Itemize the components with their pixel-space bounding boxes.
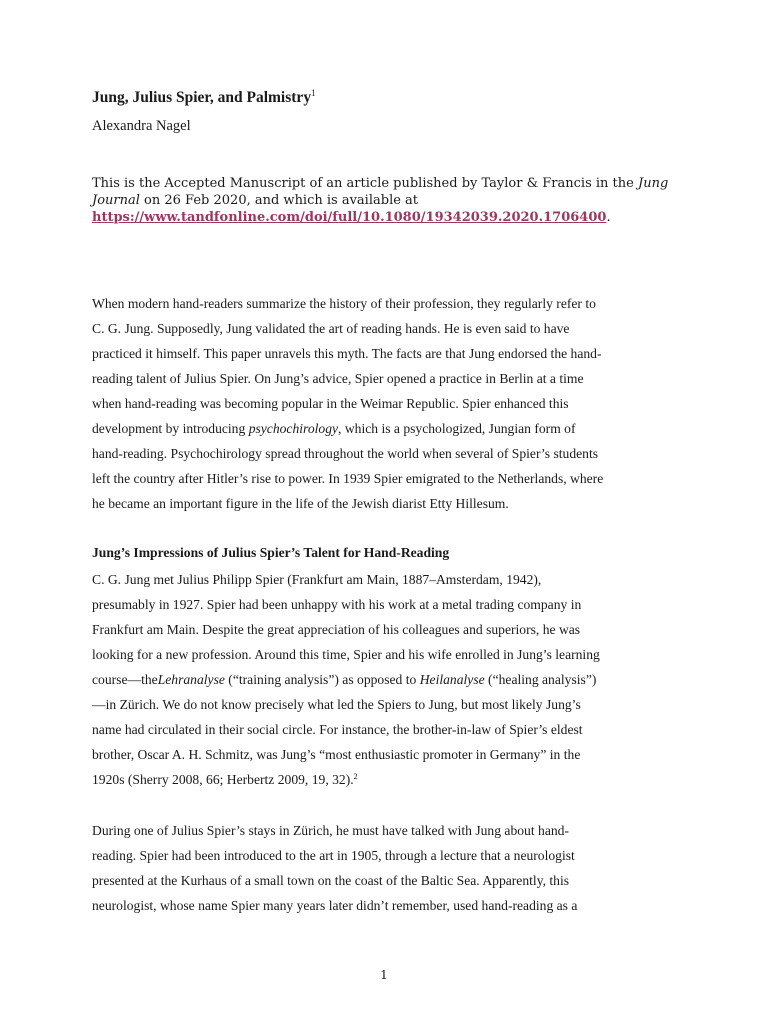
abstract-paragraph [92,291,682,516]
term-lehranalyse: Lehranalyse [157,672,225,687]
text-line: left the country after Hitler’s rise to power. In 1939 Spier emigrated to the Netherlands, where [92,471,604,486]
body-paragraph [92,567,682,792]
article-doi-link[interactable]: https://www.tandfonline.com/doi/full/10.1080/19342039.2020.1706400 [92,210,607,225]
title-footnote-marker[interactable]: 1 [311,88,316,98]
text-line: practiced it himself. This paper unravels this myth. The facts are that Jung endorsed the hand- [92,346,602,361]
note-line: https://www.tandfonline.com/doi/full/10.1080/19342039.2020.1706400. [92,210,611,225]
page-number: 1 [380,968,388,982]
text-line: development by introducing psychochirology, which is a psychologized, Jungian form of [92,421,576,436]
footnote-marker[interactable]: 2 [353,772,358,781]
article-title-text: Jung, Julius Spier, and Palmistry [92,89,312,106]
text-line: 1920s (Sherry 2008, 66; Herbertz 2009, 19, 32).$^2$ [92,772,358,787]
text-line: brother, Oscar A. H. Schmitz, was Jung’s “most enthusiastic promoter in Germany” in the [92,747,581,762]
text-line: hand-reading. Psychochirology spread throughout the world when several of Spier’s students [92,446,599,461]
text-line: When modern hand-readers summarize the history of their profession, they regularly refer to [92,296,596,311]
author-name: Alexandra Nagel [92,118,191,134]
article-title [92,88,316,108]
note-line: This is the Accepted Manuscript of an article published by Taylor & Francis in the Jung [92,176,669,191]
text-line: C. G. Jung. Supposedly, Jung validated the art of reading hands. He is even said to have [92,321,570,336]
text-line: presumably in 1927. Spier had been unhappy with his work at a metal trading company in [92,597,582,612]
text-line: name had circulated in their social circle. For instance, the brother-in-law of Spier’s eldest [92,722,583,737]
text-line: looking for a new profession. Around this time, Spier and his wife enrolled in Jung’s learning [92,647,600,662]
section-heading: Jung’s Impressions of Julius Spier’s Talent for Hand-Reading [92,545,450,560]
term-heilanalyse: Heilanalyse [419,672,485,687]
text-line: Frankfurt am Main. Despite the great appreciation of his colleagues and superiors, he was [92,622,581,637]
body-paragraph [92,818,682,918]
text-line: neurologist, whose name Spier many years later didn’t remember, used hand-reading as a [92,898,578,913]
text-line: During one of Julius Spier’s stays in Zürich, he must have talked with Jung about hand- [92,823,569,838]
text-line: C. G. Jung met Julius Philipp Spier (Frankfurt am Main, 1887–Amsterdam, 1942), [92,572,542,587]
text-line: presented at the Kurhaus of a small town on the coast of the Baltic Sea. Apparently, this [92,873,570,888]
text-line: he became an important figure in the life of the Jewish diarist Etty Hillesum. [92,496,509,511]
note-line: Journal on 26 Feb 2020, and which is available at [92,193,419,208]
term-psychochirology: psychochirology [248,421,339,436]
text-line: reading. Spier had been introduced to the art in 1905, through a lecture that a neurologist [92,848,575,863]
journal-name: Journal [92,193,140,208]
text-line: —in Zürich. We do not know precisely what led the Spiers to Jung, but most likely Jung’s [92,697,581,712]
text-line: when hand-reading was becoming popular in the Weimar Republic. Spier enhanced this [92,396,569,411]
text-line: course—theLehranalyse (“training analysis”) as opposed to Heilanalyse (“healing analysis”) [92,672,597,687]
text-line: reading talent of Julius Spier. On Jung’s advice, Spier opened a practice in Berlin at a time [92,371,584,386]
journal-name: Jung [637,176,669,191]
manuscript-note [92,175,682,226]
